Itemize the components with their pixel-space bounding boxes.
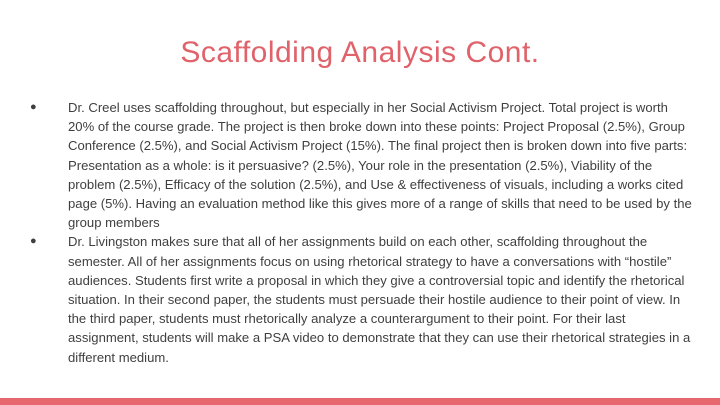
bullet-list (30, 98, 695, 367)
slide-title: Scaffolding Analysis Cont. (180, 36, 540, 69)
bullet-item-creel (30, 98, 695, 232)
bullet-dot-icon: ● (30, 235, 37, 248)
bottom-accent-bar (0, 398, 720, 405)
bullet-item-livingston (30, 232, 695, 366)
bullet-dot-icon: ● (30, 101, 37, 113)
bullet-text-livingston: Dr. Livingston makes sure that all of her assignments build on each other, scaffolding throughout the semester. All of her assignments focus on using rhetorical strategy to have a conversations with “hostile” audiences. Students first write a proposal in which they give a controversial topic and identify the rhetorical situation. In their second paper, the students must persuade their hostile audience to their point of view. In the third paper, students must rhetorically analyze a counterargument to their point. For their last assignment, students will make a PSA video to demonstrate that they can use their rhetorical strategies in a different medium. (68, 234, 691, 365)
bullet-text-creel: Dr. Creel uses scaffolding throughout, but especially in her Social Activism Project. Total project is worth 20% of the course grade. The project is then broke down into these points: Project Proposal (2.5%), Group Conference (2.5%), and Social Activism Project (15%). The final project then is broken down into five parts: Presentation as a whole: is it persuasive? (2.5%), Your role in the presentation (2.5%), Viability of the problem (2.5%), Efficacy of the solution (2.5%), and Use & effectiveness of visuals, including a works cited page (5%). Having an evaluation method like this gives more of a range of skills that need to be used by the group members (68, 100, 692, 231)
